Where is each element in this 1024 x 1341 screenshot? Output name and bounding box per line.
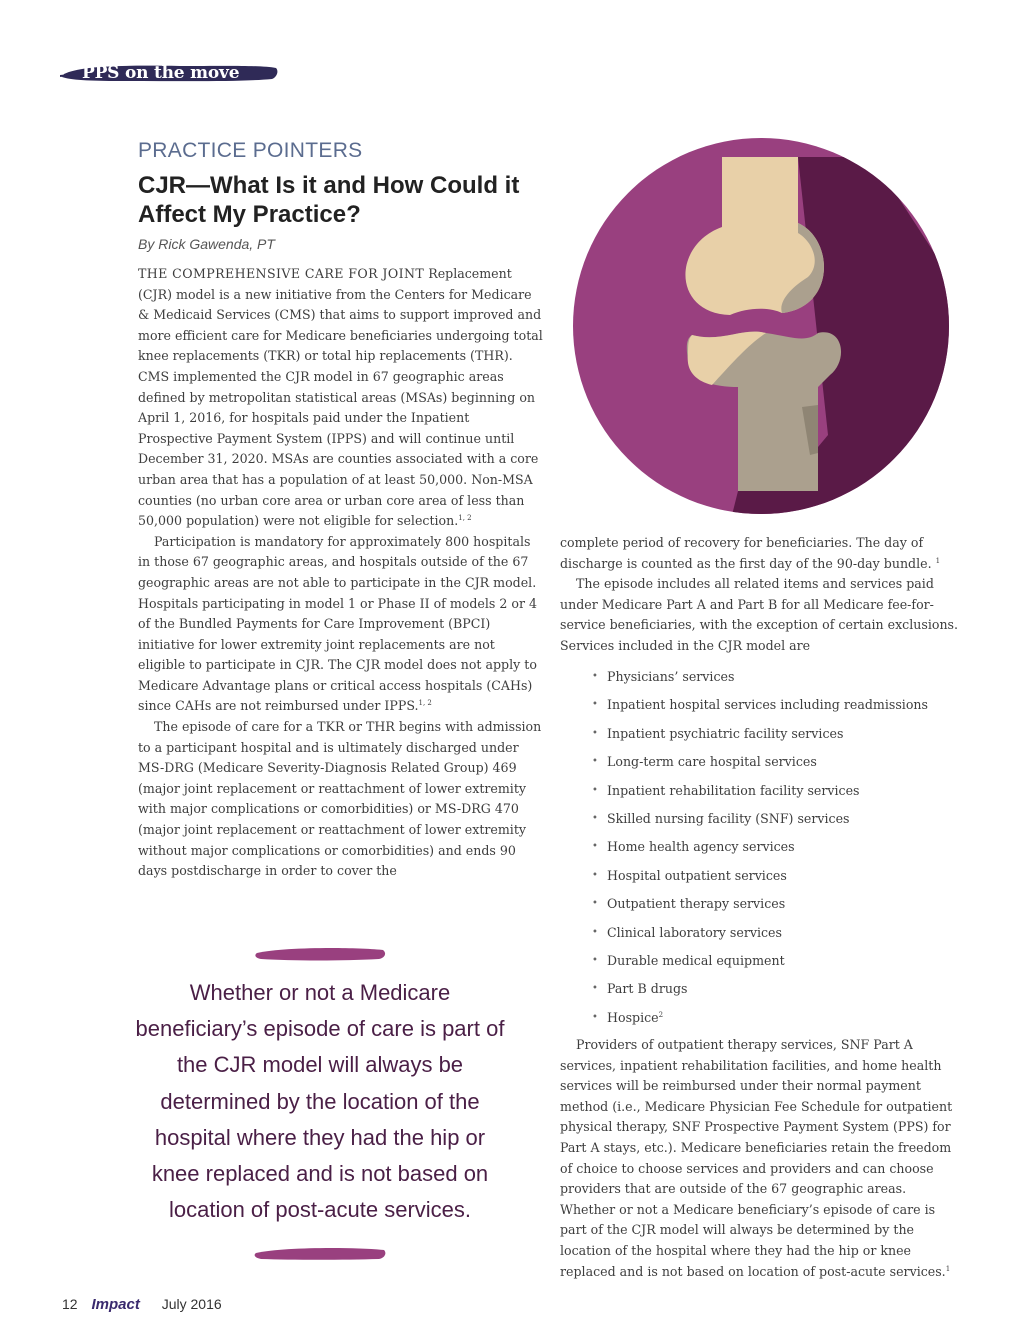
left-column xyxy=(138,264,543,882)
service-label: Hospice xyxy=(607,1009,659,1025)
intro-text: Replacement (CJR) model is a new initiative from the Centers for Medicare & Medicaid Services (CMS) that aims to support improved and more efficient care for Medicare beneficiaries undergoing total knee replacements (TKR) or total hip replacements (THR). CMS implemented the CJR model in 67 geographic areas defined by metropolitan statistical areas (MSAs) beginning on April 1, 2016, for hospitals paid under the Inpatient Prospective Payment System (IPPS) and will continue until December 31, 2020. MSAs are counties associated with a core urban area that has a population of at least 50,000. Non-MSA counties (no urban core area or urban core area of less than 50,000 population) were not eligible for selection. xyxy=(138,266,543,529)
recovery-reference: 1 xyxy=(935,556,941,565)
providers-reference: 1 xyxy=(945,1264,951,1273)
bullet-icon: • xyxy=(592,671,598,682)
right-column-top xyxy=(560,533,962,657)
bottom-brush-stroke xyxy=(253,1244,388,1262)
page-footer xyxy=(62,1296,222,1313)
service-label: Physicians’ services xyxy=(607,669,735,684)
participation-paragraph xyxy=(138,532,543,717)
participation-reference: 1, 2 xyxy=(418,699,432,708)
service-label: Skilled nursing facility (SNF) services xyxy=(607,810,850,826)
intro-reference: 1, 2 xyxy=(458,513,472,522)
publication-name: Impact xyxy=(91,1296,140,1313)
top-brush-stroke xyxy=(253,945,388,963)
bullet-icon: • xyxy=(592,812,598,824)
bullet-icon: • xyxy=(592,898,598,910)
bullet-icon: • xyxy=(592,926,598,938)
service-label: Durable medical equipment xyxy=(607,952,785,968)
knee-joint-icon xyxy=(572,137,950,515)
service-label: Inpatient hospital services including readmissions xyxy=(607,697,928,713)
bullet-icon: • xyxy=(592,1011,598,1023)
service-label: Clinical laboratory services xyxy=(607,924,782,940)
bullet-icon: • xyxy=(592,699,598,711)
bullet-icon: • xyxy=(592,784,598,796)
list-item xyxy=(590,833,970,861)
bullet-icon: • xyxy=(592,841,598,853)
providers-text: Providers of outpatient therapy services, SNF Part A services, inpatient rehabilitation facilities, and home health services will be reimbursed under their normal payment method (i.e., Medicare Physician Fee Schedule for outpatient physical therapy, SNF Prospective Payment System (PPS) for Part A stays, etc.). Medicare beneficiaries retain the freedom of choice to choose services and providers and can choose providers that are outside of the 67 geographic areas. Whether or not a Medicare beneficiary’s episode of care is part of the CJR model will always be determined by the location of the hospital where they had the hip or knee replaced and is not based on location of post-acute services. xyxy=(560,1037,953,1279)
bullet-icon: • xyxy=(592,983,598,995)
service-label: Inpatient rehabilitation facility services xyxy=(607,782,860,798)
pull-quote: Whether or not a Medicare beneficiary’s episode of care is part of the CJR model will always be determined by the location of the hospital where they had the hip or knee replaced and is not based on location of post-acute services. xyxy=(135,980,505,1223)
recovery-paragraph xyxy=(560,533,962,574)
list-item xyxy=(590,805,970,833)
list-item xyxy=(590,890,970,918)
bullet-icon: • xyxy=(592,869,598,881)
service-label: Hospital outpatient services xyxy=(607,867,787,883)
article-title: CJR—What Is it and How Could it Affect My Practice? xyxy=(138,172,520,228)
service-label: Outpatient therapy services xyxy=(607,896,786,912)
intro-lead-in: THE COMPREHENSIVE CARE FOR JOINT xyxy=(138,266,425,281)
right-column-bottom xyxy=(560,1035,962,1282)
list-item xyxy=(590,862,970,890)
list-item xyxy=(590,691,970,719)
list-item xyxy=(590,777,970,805)
page-number: 12 xyxy=(62,1296,78,1312)
brand-banner xyxy=(60,62,280,84)
byline: By Rick Gawenda, PT xyxy=(138,236,275,252)
list-item xyxy=(590,720,970,748)
list-item xyxy=(590,919,970,947)
service-label: Long-term care hospital services xyxy=(607,754,817,770)
issue-date: July 2016 xyxy=(161,1296,222,1312)
list-item xyxy=(590,663,970,691)
service-label: Inpatient psychiatric facility services xyxy=(607,725,844,741)
services-list xyxy=(590,663,970,1032)
intro-paragraph xyxy=(138,264,543,532)
bullet-icon: • xyxy=(592,756,598,768)
list-item xyxy=(590,1004,970,1032)
list-item xyxy=(590,748,970,776)
recovery-text: complete period of recovery for beneficiaries. The day of discharge is counted as the first day of the 90-day bundle. xyxy=(560,535,932,571)
bullet-icon: • xyxy=(592,954,598,966)
bullet-icon: • xyxy=(592,727,598,739)
service-label: Part B drugs xyxy=(607,981,688,997)
brand-title: PPS on the move xyxy=(82,63,240,83)
participation-text: Participation is mandatory for approximately 800 hospitals in those 67 geographic areas, and hospitals outside of the 67 geographic areas are not able to participate in the CJR model. Hospitals participating in model 1 or Phase II of models 2 or 4 of the Bundled Payments for Care Improvement (BPCI) initiative for lower extremity joint replacements are not eligible to participate in CJR. The CJR model does not apply to Medicare Advantage plans or critical access hospitals (CAHs) since CAHs are not reimbursed under IPPS. xyxy=(138,533,537,714)
list-item xyxy=(590,947,970,975)
service-label: Home health agency services xyxy=(607,839,795,855)
list-item xyxy=(590,975,970,1003)
hospice-reference: 2 xyxy=(658,1010,664,1019)
services-intro-paragraph: The episode includes all related items and services paid under Medicare Part A and Part B for all Medicare fee-for-service beneficiaries, with the exception of certain exclusions. Services included in the CJR model are xyxy=(560,576,959,653)
episode-paragraph: The episode of care for a TKR or THR begins with admission to a participant hospital and is ultimately discharged under MS-DRG (Medicare Severity-Diagnosis Related Group) 469 (major joint replacement or reattachment of lower extremity with major complications or comorbidities) or MS-DRG 470 (major joint replacement or reattachment of lower extremity without major complications or comorbidities) and ends 90 days postdischarge in order to cover the xyxy=(138,719,542,879)
section-label: PRACTICE POINTERS xyxy=(138,139,363,162)
providers-paragraph xyxy=(560,1035,962,1282)
